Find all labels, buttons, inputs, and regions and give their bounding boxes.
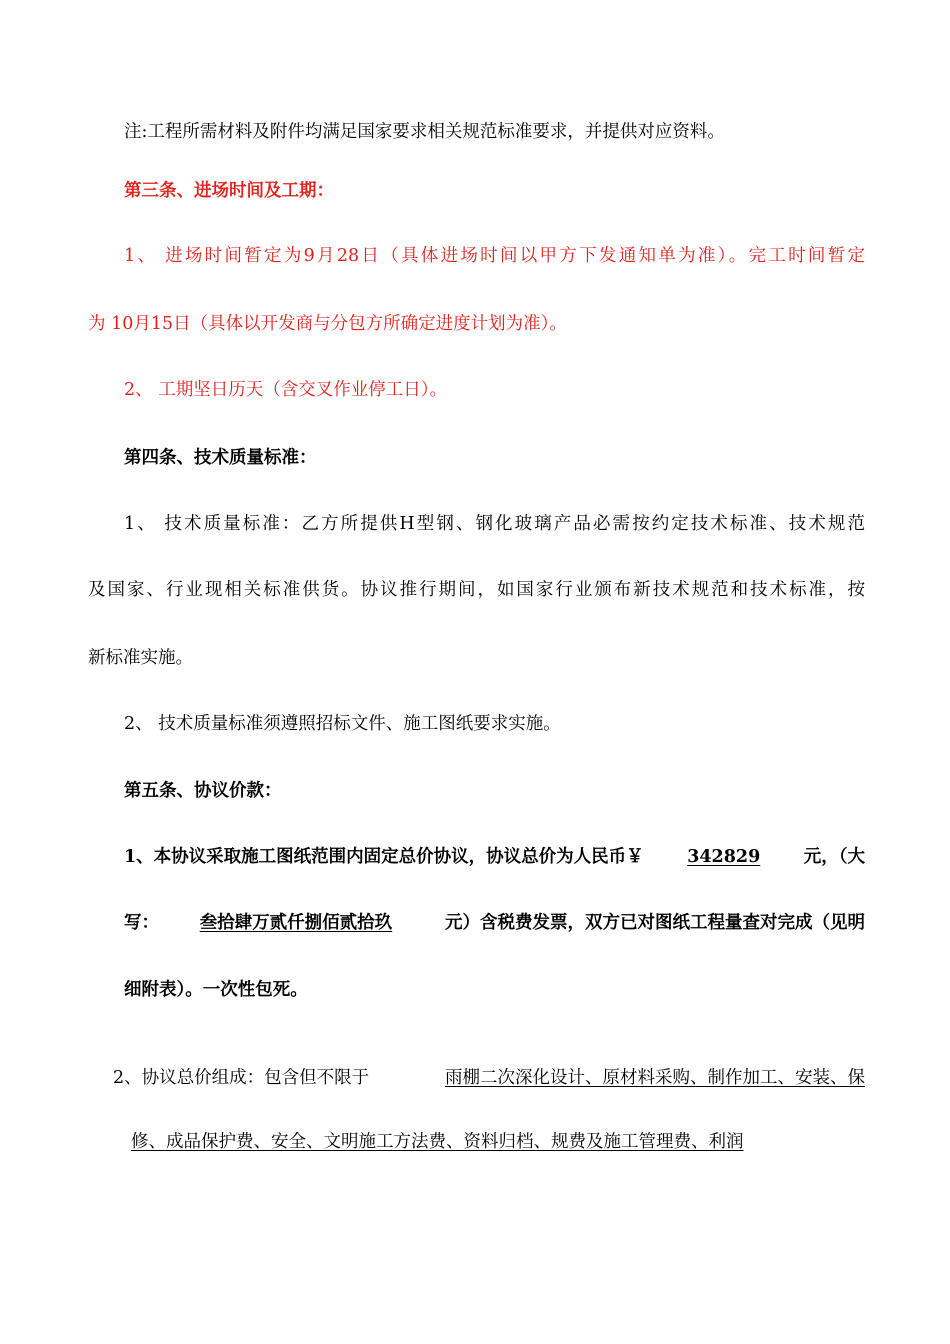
article-3-item-1-line-1: 1、 进场时间暂定为9月28日（具体进场时间以甲方下发通知单为准）。完工时间暂定 (124, 246, 865, 266)
article-5-item-1-line-2-text: 写： (124, 913, 159, 933)
article-5-item-1-line-2 (124, 911, 865, 935)
contract-amount-figures: 342829 (687, 847, 761, 867)
contract-amount-words: 叁拾肆万贰仟捌佰贰拾玖 (199, 913, 393, 933)
note-line: 注:工程所需材料及附件均满足国家要求相关规范标准要求，并提供对应资料。 (124, 122, 725, 142)
article-3-item-2: 2、 工期坚日历天（含交叉作业停工日）。 (124, 380, 447, 400)
article-4-item-2: 2、 技术质量标准须遵照招标文件、施工图纸要求实施。 (124, 714, 561, 734)
article-4-heading: 第四条、技术质量标准： (124, 448, 317, 468)
article-5-item-1-line-2-tail: 元）含税费发票，双方已对图纸工程量查对完成（见明 (432, 913, 865, 933)
price-composition-underlined: 雨棚二次深化设计、原材料采购、制作加工、安装、保 (445, 1068, 865, 1088)
article-5-item-1-line-1-text: 1、本协议采取施工图纸范围内固定总价协议，协议总价为人民币￥ (124, 847, 644, 867)
article-5-item-2-line-1 (113, 1066, 865, 1090)
article-3-heading: 第三条、进场时间及工期： (124, 181, 334, 201)
article-4-item-1-line-2: 及国家、行业现相关标准供货。协议推行期间，如国家行业颁布新技术规范和技术标准，按 (88, 580, 865, 600)
article-5-item-2-line-2: 修、成品保护费、安全、文明施工方法费、资料归档、规费及施工管理费、利润 (131, 1132, 744, 1152)
article-5-item-1-line-1 (124, 845, 865, 869)
article-3-item-1-line-2: 为 10月15日（具体以开发商与分包方所确定进度计划为准）。 (88, 314, 567, 334)
article-5-item-1-line-1-tail: 元，（大 (803, 847, 865, 867)
article-5-item-1-line-3: 细附表）。一次性包死。 (124, 980, 308, 1000)
article-5-heading: 第五条、协议价款： (124, 781, 282, 801)
article-5-item-2-line-1-text: 2、协议总价组成：包含但不限于 (113, 1068, 370, 1088)
article-4-item-1-line-1: 1、 技术质量标准：乙方所提供H型钢、钢化玻璃产品必需按约定技术标准、技术规范 (124, 514, 865, 534)
article-4-item-1-line-3: 新标准实施。 (88, 648, 193, 668)
